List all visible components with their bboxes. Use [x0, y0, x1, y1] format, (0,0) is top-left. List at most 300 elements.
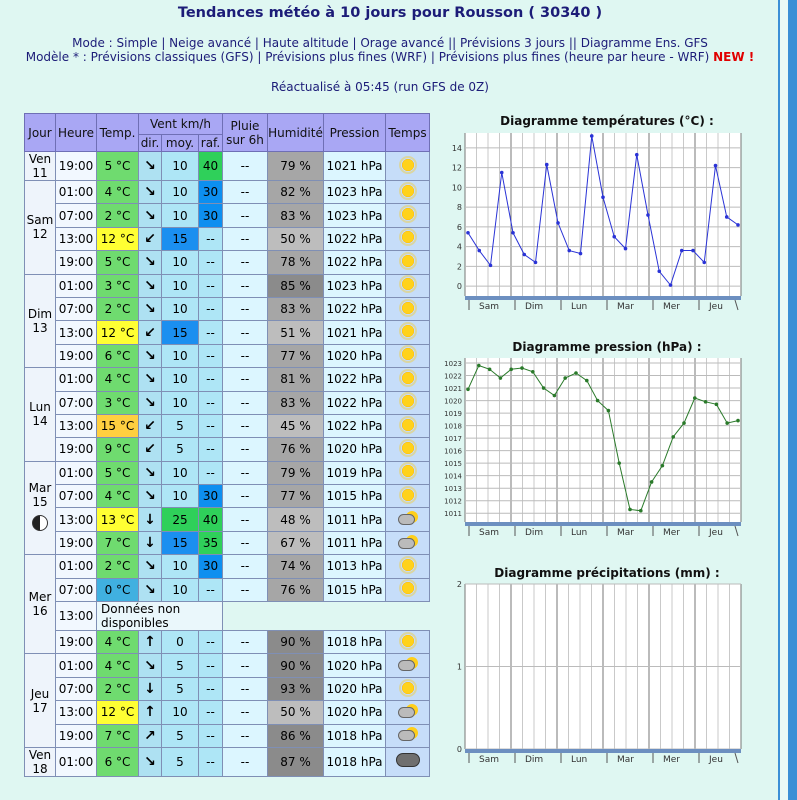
pressure-cell: 1022 hPa	[324, 414, 386, 437]
y-tick-label: 0	[456, 282, 462, 292]
data-point	[567, 249, 571, 253]
rain-cell: --	[223, 321, 268, 344]
data-point	[489, 264, 493, 268]
sun-icon	[401, 158, 415, 172]
table-row	[25, 654, 430, 677]
data-point	[736, 419, 740, 423]
temp-cell: 15 °C	[97, 414, 139, 437]
y-tick-label: 2	[456, 262, 462, 272]
modelLine-link-0[interactable]: Prévisions classiques (GFS)	[90, 50, 254, 64]
humidity-cell: 86 %	[268, 724, 324, 747]
temp-cell: 9 °C	[97, 438, 139, 461]
temp-cell: 4 °C	[97, 631, 139, 654]
moon-phase-icon	[32, 515, 48, 531]
rain-cell: --	[223, 274, 268, 297]
temp-cell: 3 °C	[97, 274, 139, 297]
x-tick-label: Mer	[663, 302, 681, 312]
header-pluie: Pluie sur 6h	[223, 114, 268, 152]
separator: |	[251, 36, 263, 50]
day-cell	[25, 181, 56, 275]
x-tick	[735, 300, 738, 310]
y-tick-label: 1015	[444, 460, 462, 469]
wind-gust-cell: 40	[199, 152, 223, 181]
weather-cell	[386, 578, 430, 601]
humidity-cell: 77 %	[268, 485, 324, 508]
wind-mean-cell: 10	[162, 152, 199, 181]
data-point	[725, 215, 729, 219]
chart-title-temperature: Diagramme températures (°C) :	[500, 114, 714, 128]
cloud-sun-icon	[398, 727, 418, 741]
hour-cell: 01:00	[56, 654, 97, 677]
day-name: Dim	[27, 306, 53, 321]
data-point	[635, 153, 639, 157]
hour-cell: 19:00	[56, 724, 97, 747]
temp-cell: 6 °C	[97, 747, 139, 776]
table-row	[25, 631, 430, 654]
wind-mean-cell: 10	[162, 204, 199, 227]
rain-cell: --	[223, 578, 268, 601]
x-tick-label: Mar	[617, 755, 634, 765]
temp-cell: 12 °C	[97, 227, 139, 250]
humidity-cell: 67 %	[268, 531, 324, 554]
x-axis	[465, 296, 741, 300]
modeLine-link-5[interactable]: Diagramme Ens. GFS	[580, 36, 708, 50]
right-border-inner	[780, 0, 788, 800]
temp-cell: 7 °C	[97, 531, 139, 554]
sun-icon	[401, 634, 415, 648]
hour-cell: 07:00	[56, 485, 97, 508]
separator: ||	[444, 36, 461, 50]
modeLine-link-2[interactable]: Haute altitude	[262, 36, 349, 50]
pressure-cell: 1022 hPa	[324, 391, 386, 414]
hour-cell: 07:00	[56, 677, 97, 700]
day-number: 14	[32, 414, 48, 429]
y-tick-label: 12	[451, 163, 462, 173]
y-tick-label: 10	[451, 183, 462, 193]
temp-cell: 3 °C	[97, 391, 139, 414]
rain-cell: --	[223, 724, 268, 747]
hour-cell: 13:00	[56, 508, 97, 531]
data-point	[509, 367, 513, 371]
wind-gust-cell: --	[199, 438, 223, 461]
humidity-cell: 77 %	[268, 344, 324, 367]
x-tick-label: Jeu	[709, 528, 723, 538]
sun-icon	[401, 418, 415, 432]
pressure-cell: 1018 hPa	[324, 631, 386, 654]
modeLine-link-4[interactable]: Prévisions 3 jours	[460, 36, 566, 50]
weather-cell	[386, 677, 430, 700]
day-name: Mar	[28, 481, 52, 496]
wind-gust-cell: --	[199, 461, 223, 484]
wind-gust-cell: 30	[199, 555, 223, 578]
weather-cell	[386, 747, 430, 776]
wind-mean-cell: 10	[162, 555, 199, 578]
rain-cell: --	[223, 508, 268, 531]
table-row	[25, 204, 430, 227]
separator: |	[348, 36, 361, 50]
table-row	[25, 508, 430, 531]
day-cell	[25, 461, 56, 555]
wind-gust-cell: 35	[199, 531, 223, 554]
data-point	[601, 195, 605, 199]
pressure-cell: 1023 hPa	[324, 204, 386, 227]
wind-direction-icon: ↘	[139, 461, 162, 484]
sun-icon	[401, 277, 415, 291]
sun-icon	[401, 324, 415, 338]
wind-direction-icon: ↘	[139, 297, 162, 320]
pressure-cell: 1022 hPa	[324, 368, 386, 391]
rain-cell: --	[223, 747, 268, 776]
wind-direction-icon: ↓	[139, 531, 162, 554]
rain-cell: --	[223, 181, 268, 204]
table-row	[25, 602, 430, 631]
x-tick-label: Sam	[479, 755, 499, 765]
cloud-sun-icon	[398, 704, 418, 718]
wind-gust-cell: --	[199, 677, 223, 700]
data-point	[477, 249, 481, 253]
data-point	[531, 370, 535, 374]
data-point	[715, 403, 719, 407]
humidity-cell: 48 %	[268, 508, 324, 531]
humidity-cell: 76 %	[268, 438, 324, 461]
humidity-cell: 87 %	[268, 747, 324, 776]
pressure-cell: 1011 hPa	[324, 531, 386, 554]
table-row	[25, 297, 430, 320]
y-tick-label: 1020	[444, 397, 462, 406]
cloud-sun-icon	[398, 535, 418, 549]
data-point	[682, 421, 686, 425]
data-point	[499, 376, 503, 380]
header-moy: moy.	[162, 135, 199, 152]
weather-cell	[386, 251, 430, 274]
wind-direction-icon: ↘	[139, 344, 162, 367]
header-raf: raf.	[199, 135, 223, 152]
x-tick-label: Dim	[525, 528, 544, 538]
rain-cell: --	[223, 368, 268, 391]
humidity-cell: 83 %	[268, 297, 324, 320]
table-row	[25, 152, 430, 181]
chart-title-pressure: Diagramme pression (hPa) :	[512, 340, 702, 354]
data-point	[563, 376, 567, 380]
hour-cell: 01:00	[56, 274, 97, 297]
wind-mean-cell: 5	[162, 654, 199, 677]
wind-mean-cell: 25	[162, 508, 199, 531]
table-row	[25, 578, 430, 601]
x-tick-label: Mer	[663, 755, 681, 765]
mode-line	[0, 36, 780, 50]
wind-mean-cell: 5	[162, 438, 199, 461]
wind-mean-cell: 10	[162, 274, 199, 297]
wind-gust-cell: --	[199, 321, 223, 344]
header-pression: Pression	[324, 114, 386, 152]
wind-gust-cell: --	[199, 701, 223, 724]
hour-cell: 01:00	[56, 181, 97, 204]
table-row	[25, 181, 430, 204]
table-row	[25, 485, 430, 508]
data-point	[693, 396, 697, 400]
sun-icon	[401, 441, 415, 455]
humidity-cell: 45 %	[268, 414, 324, 437]
sun-icon	[401, 371, 415, 385]
weather-cell	[386, 227, 430, 250]
temp-cell: 7 °C	[97, 724, 139, 747]
wind-gust-cell: --	[199, 368, 223, 391]
humidity-cell: 83 %	[268, 204, 324, 227]
wind-direction-icon: ↗	[139, 724, 162, 747]
modelLine-link-1[interactable]: Prévisions plus fines (WRF)	[265, 50, 428, 64]
wind-direction-icon: ↘	[139, 181, 162, 204]
data-point	[466, 231, 470, 235]
wind-gust-cell: 30	[199, 181, 223, 204]
data-point	[617, 461, 621, 465]
wind-gust-cell: --	[199, 414, 223, 437]
hour-cell: 13:00	[56, 321, 97, 344]
day-name: Mer	[28, 590, 52, 605]
rain-cell: --	[223, 227, 268, 250]
day-name: Sam	[26, 213, 54, 228]
header-dir: dir.	[139, 135, 162, 152]
wind-gust-cell: 40	[199, 508, 223, 531]
wind-gust-cell: 30	[199, 485, 223, 508]
x-tick-label: Lun	[571, 302, 588, 312]
hour-cell: 07:00	[56, 204, 97, 227]
hour-cell: 19:00	[56, 251, 97, 274]
rain-cell: --	[223, 297, 268, 320]
data-point	[542, 386, 546, 390]
table-row	[25, 677, 430, 700]
wind-direction-icon: ↘	[139, 368, 162, 391]
data-point	[488, 367, 492, 371]
sun-icon	[401, 184, 415, 198]
data-point	[511, 231, 515, 235]
table-row	[25, 251, 430, 274]
wind-mean-cell: 0	[162, 631, 199, 654]
humidity-cell: 83 %	[268, 391, 324, 414]
pressure-cell: 1018 hPa	[324, 747, 386, 776]
wind-gust-cell: --	[199, 724, 223, 747]
temp-cell: 12 °C	[97, 321, 139, 344]
rain-cell: --	[223, 555, 268, 578]
x-tick-label: Lun	[571, 528, 588, 538]
data-point	[628, 508, 632, 512]
y-tick-label: 1018	[444, 422, 462, 431]
temp-cell: 13 °C	[97, 508, 139, 531]
x-tick-label: Lun	[571, 755, 588, 765]
data-point	[545, 163, 549, 167]
modeLine-link-0[interactable]: Simple	[116, 36, 158, 50]
humidity-cell: 50 %	[268, 227, 324, 250]
pressure-cell: 1022 hPa	[324, 251, 386, 274]
precipitation-chart	[444, 580, 758, 766]
y-tick-label: 1019	[444, 410, 462, 419]
wind-direction-icon: ↘	[139, 555, 162, 578]
weather-cell	[386, 344, 430, 367]
y-tick-label: 4	[456, 242, 462, 252]
data-point	[661, 464, 665, 468]
wind-direction-icon: ↓	[139, 508, 162, 531]
hour-cell: 07:00	[56, 578, 97, 601]
y-tick-label: 1023	[444, 360, 462, 369]
wind-direction-icon: ↘	[139, 485, 162, 508]
data-point	[612, 235, 616, 239]
sun-icon	[401, 301, 415, 315]
humidity-cell: 93 %	[268, 677, 324, 700]
wind-mean-cell: 5	[162, 724, 199, 747]
humidity-cell: 81 %	[268, 368, 324, 391]
day-number: 18	[32, 761, 48, 776]
y-tick-label: 1012	[444, 497, 462, 506]
y-tick-label: 6	[456, 222, 462, 232]
chart-title-precipitation: Diagramme précipitations (mm) :	[494, 566, 720, 580]
weather-cell	[386, 485, 430, 508]
temp-cell: 5 °C	[97, 461, 139, 484]
sun-icon	[401, 581, 415, 595]
sun-icon	[401, 464, 415, 478]
wind-gust-cell: --	[199, 631, 223, 654]
wind-direction-icon: ↙	[139, 321, 162, 344]
table-row	[25, 461, 430, 484]
humidity-cell: 79 %	[268, 152, 324, 181]
wind-gust-cell: 30	[199, 204, 223, 227]
sun-icon	[401, 488, 415, 502]
x-tick-label: Mer	[663, 528, 681, 538]
data-point	[671, 435, 675, 439]
wind-direction-icon: ↘	[139, 274, 162, 297]
pressure-cell: 1023 hPa	[324, 274, 386, 297]
x-tick-label: Jeu	[709, 755, 723, 765]
cloud-sun-icon	[398, 511, 418, 525]
data-point	[590, 134, 594, 138]
weather-cell	[386, 297, 430, 320]
humidity-cell: 79 %	[268, 461, 324, 484]
hour-cell: 07:00	[56, 391, 97, 414]
table-row	[25, 344, 430, 367]
model-line	[0, 50, 780, 64]
humidity-cell: 51 %	[268, 321, 324, 344]
sun-icon	[401, 254, 415, 268]
humidity-cell: 90 %	[268, 654, 324, 677]
data-point	[657, 270, 661, 274]
wind-gust-cell: --	[199, 297, 223, 320]
wind-gust-cell: --	[199, 654, 223, 677]
day-number: 15	[32, 495, 48, 510]
data-point	[702, 261, 706, 265]
data-point	[639, 509, 643, 513]
day-cell	[25, 654, 56, 748]
temp-cell: 5 °C	[97, 152, 139, 181]
wind-mean-cell: 10	[162, 485, 199, 508]
data-point	[553, 394, 557, 398]
data-point	[556, 221, 560, 225]
temp-cell: 2 °C	[97, 204, 139, 227]
modelLine-link-2[interactable]: Prévisions plus fines (heure par heure - WRF)	[438, 50, 710, 64]
rain-cell: --	[223, 677, 268, 700]
data-point	[579, 252, 583, 256]
cloud-icon	[396, 753, 420, 767]
y-tick-label: 1016	[444, 447, 462, 456]
x-tick-label: Jeu	[709, 302, 723, 312]
temp-cell: 4 °C	[97, 368, 139, 391]
data-point	[585, 379, 589, 383]
modelLine-prefix: Modèle * :	[25, 50, 91, 64]
wind-mean-cell: 15	[162, 321, 199, 344]
humidity-cell: 85 %	[268, 274, 324, 297]
wind-mean-cell: 5	[162, 677, 199, 700]
wind-mean-cell: 10	[162, 391, 199, 414]
header-jour: Jour	[25, 114, 56, 152]
hour-cell: 19:00	[56, 631, 97, 654]
day-number: 11	[32, 166, 48, 180]
separator: |	[253, 50, 266, 64]
hour-cell: 01:00	[56, 368, 97, 391]
wind-mean-cell: 10	[162, 344, 199, 367]
header-temps: Temps	[386, 114, 430, 152]
pressure-cell: 1018 hPa	[324, 724, 386, 747]
wind-mean-cell: 10	[162, 297, 199, 320]
hour-cell: 01:00	[56, 747, 97, 776]
weather-cell	[386, 204, 430, 227]
day-name: Ven	[28, 152, 52, 166]
wind-direction-icon: ↘	[139, 654, 162, 677]
data-point	[624, 247, 628, 251]
pressure-cell: 1013 hPa	[324, 555, 386, 578]
wind-gust-cell: --	[199, 344, 223, 367]
hour-cell: 13:00	[56, 227, 97, 250]
data-point	[736, 223, 740, 227]
data-point	[725, 421, 729, 425]
pressure-cell: 1011 hPa	[324, 508, 386, 531]
temp-cell: 12 °C	[97, 701, 139, 724]
weather-cell	[386, 274, 430, 297]
rain-cell: --	[223, 461, 268, 484]
y-tick-label: 2	[456, 580, 462, 589]
header-temp: Temp.	[97, 114, 139, 152]
humidity-cell: 50 %	[268, 701, 324, 724]
weather-cell	[386, 321, 430, 344]
sun-icon	[401, 347, 415, 361]
weather-cell	[386, 391, 430, 414]
sun-icon	[401, 230, 415, 244]
wind-direction-icon: ↘	[139, 251, 162, 274]
wind-mean-cell: 5	[162, 414, 199, 437]
data-point	[477, 364, 481, 368]
modeLine-link-3[interactable]: Orage avancé	[360, 36, 445, 50]
weather-cell	[386, 701, 430, 724]
separator: ||	[565, 36, 581, 50]
wind-mean-cell: 10	[162, 578, 199, 601]
x-tick	[735, 753, 738, 763]
weather-cell	[386, 461, 430, 484]
day-number: 17	[32, 700, 48, 715]
humidity-cell: 78 %	[268, 251, 324, 274]
data-point	[646, 213, 650, 217]
day-name: Lun	[29, 400, 51, 415]
x-tick-label: Mar	[617, 528, 634, 538]
hour-cell: 13:00	[56, 701, 97, 724]
sun-icon	[401, 681, 415, 695]
modeLine-link-1[interactable]: Neige avancé	[169, 36, 252, 50]
wind-mean-cell: 5	[162, 747, 199, 776]
wind-mean-cell: 15	[162, 531, 199, 554]
pressure-cell: 1015 hPa	[324, 578, 386, 601]
temp-cell: 4 °C	[97, 654, 139, 677]
wind-direction-icon: ↙	[139, 227, 162, 250]
data-point	[691, 249, 695, 253]
rain-cell: --	[223, 414, 268, 437]
pressure-cell: 1019 hPa	[324, 461, 386, 484]
table-row	[25, 391, 430, 414]
humidity-cell: 74 %	[268, 555, 324, 578]
